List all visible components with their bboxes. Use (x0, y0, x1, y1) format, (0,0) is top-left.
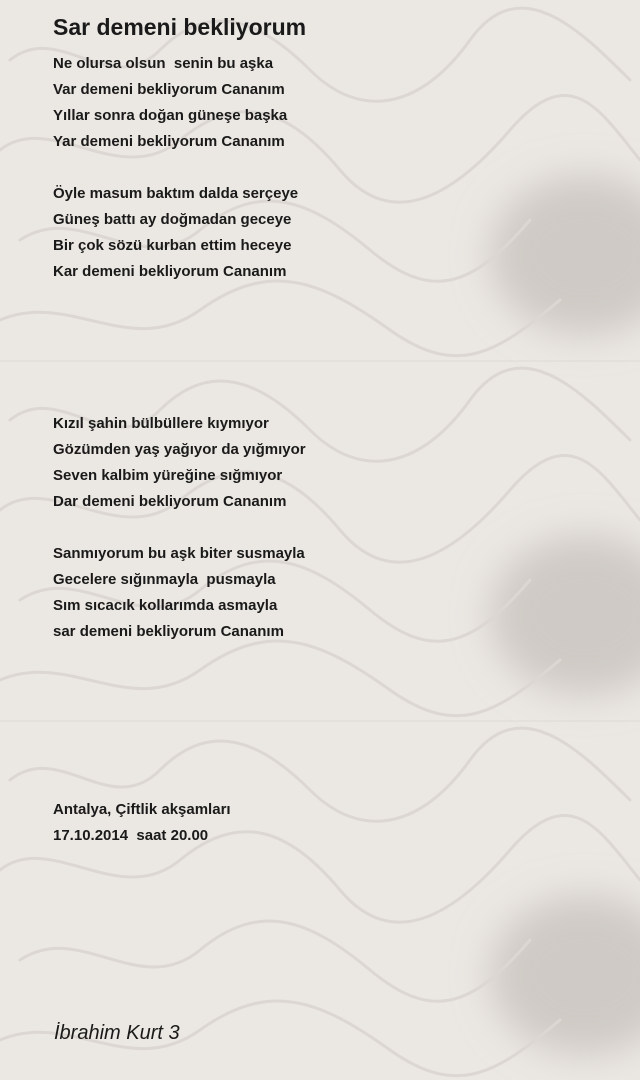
poem-date: 17.10.2014 saat 20.00 (53, 827, 209, 844)
poem-line: Yar demeni bekliyorum Cananım (53, 133, 285, 150)
poem-line: Kar demeni bekliyorum Cananım (53, 263, 287, 280)
poem-line: Güneş battı ay doğmadan geceye (53, 211, 292, 228)
poem-line: Öyle masum baktım dalda serçeye (53, 185, 299, 202)
poem-line: Dar demeni bekliyorum Cananım (53, 493, 287, 510)
poem-line: Gözümden yaş yağıyor da yığmıyor (53, 441, 306, 458)
poem-line: Var demeni bekliyorum Cananım (53, 81, 285, 98)
poem-line: sar demeni bekliyorum Cananım (53, 623, 284, 640)
poem-location: Antalya, Çiftlik akşamları (53, 801, 231, 818)
poem-line: Gecelere sığınmayla pusmayla (53, 571, 276, 588)
poem-line: Bir çok sözü kurban ettim heceye (53, 237, 292, 254)
poem-line: Sım sıcacık kollarımda asmayla (53, 597, 278, 614)
poem-line: Yıllar sonra doğan güneşe başka (53, 107, 288, 124)
poem-line: Sanmıyorum bu aşk biter susmayla (53, 545, 305, 562)
poem-line: Seven kalbim yüreğine sığmıyor (53, 467, 283, 484)
author-signature: İbrahim Kurt 3 (54, 1022, 180, 1044)
poem-title: Sar demeni bekliyorum (53, 14, 307, 40)
poem-line: Kızıl şahin bülbüllere kıymıyor (53, 415, 269, 432)
poem-line: Ne olursa olsun senin bu aşka (53, 55, 274, 72)
